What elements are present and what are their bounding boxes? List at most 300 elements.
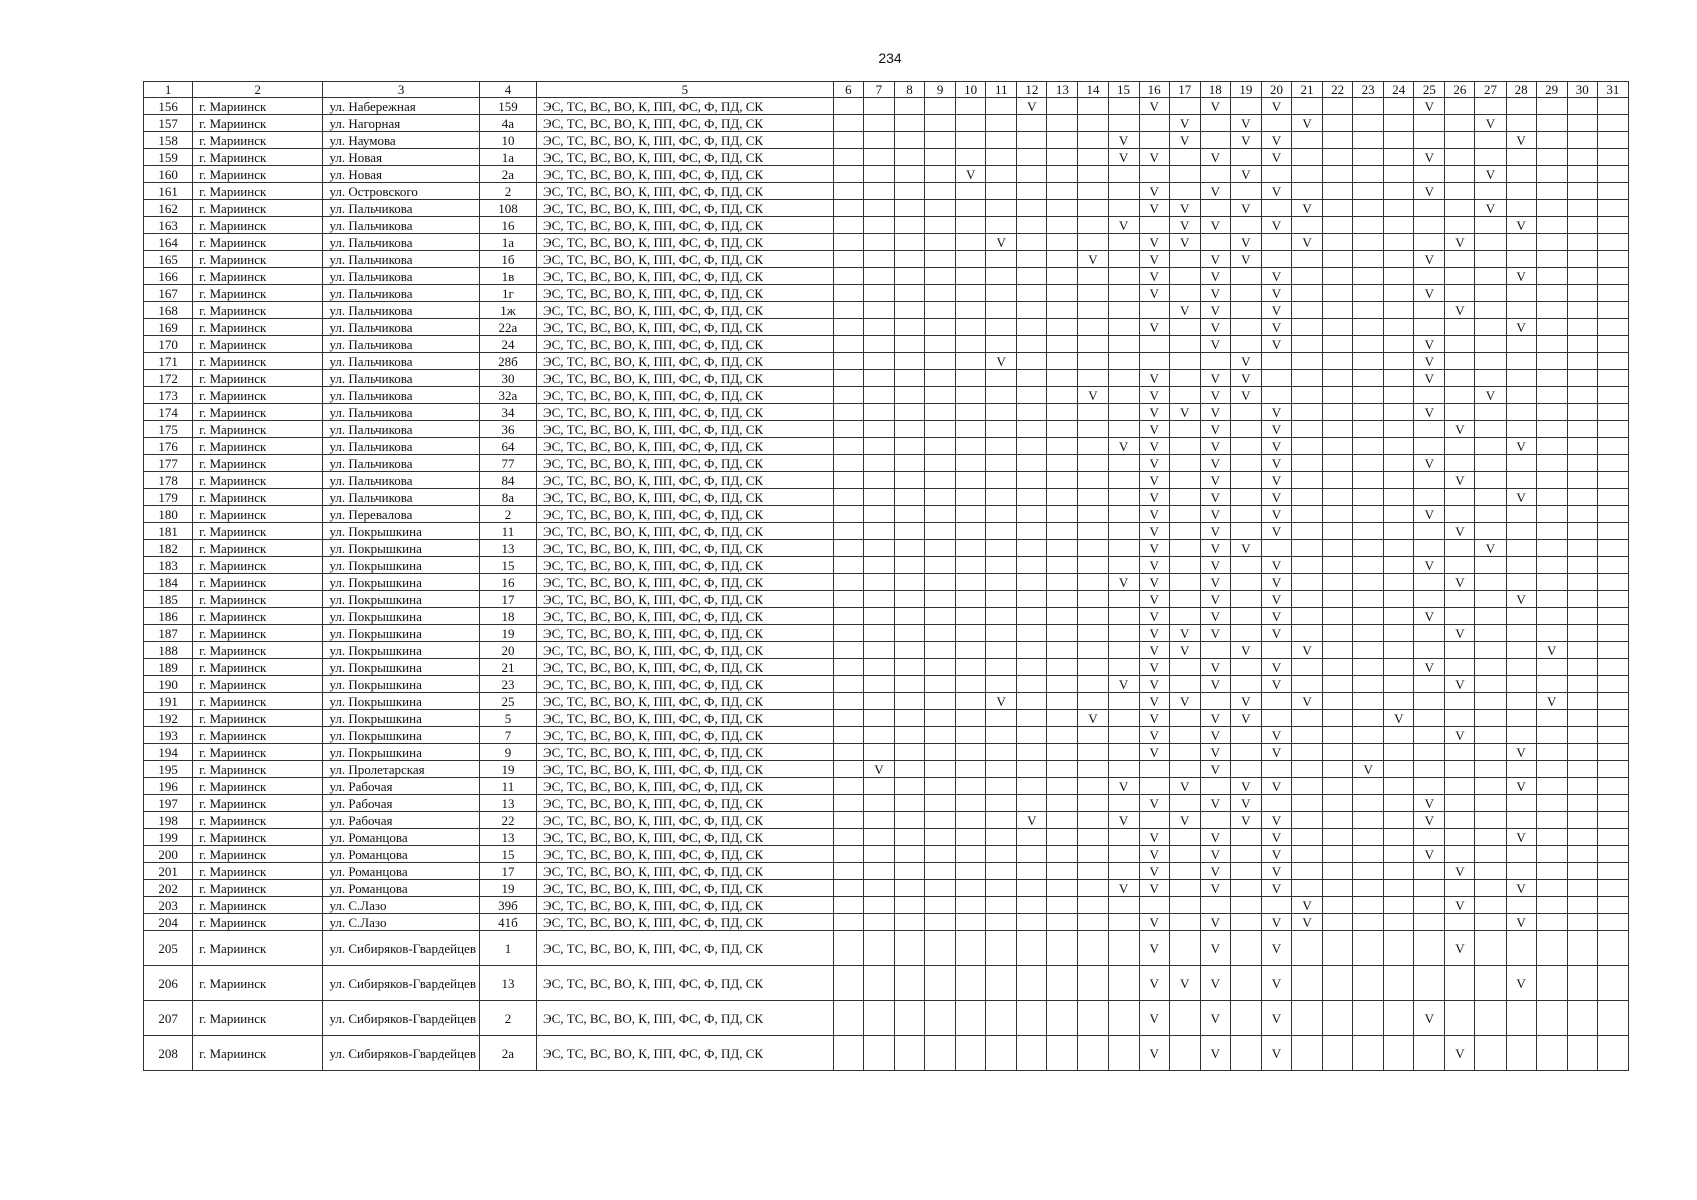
empty-cell-col-10 [956, 489, 986, 506]
empty-cell-col-7 [863, 285, 894, 302]
empty-cell-col-6 [833, 455, 863, 472]
empty-cell-col-17 [1169, 268, 1200, 285]
empty-cell-col-27 [1475, 880, 1506, 897]
empty-cell-col-22 [1323, 183, 1353, 200]
work-types-cell: ЭС, ТС, ВС, ВО, К, ПП, ФС, Ф, ПД, СК [537, 761, 834, 778]
empty-cell-col-13 [1047, 863, 1078, 880]
check-mark-col-16: V [1139, 625, 1169, 642]
empty-cell-col-24 [1384, 1036, 1414, 1071]
work-types-cell: ЭС, ТС, ВС, ВО, К, ПП, ФС, Ф, ПД, СК [537, 676, 834, 693]
check-mark-col-25: V [1414, 608, 1445, 625]
row-number: 180 [144, 506, 193, 523]
empty-cell-col-31 [1597, 557, 1628, 574]
street-cell: ул. Пальчикова [323, 285, 479, 302]
row-number: 176 [144, 438, 193, 455]
empty-cell-col-22 [1323, 574, 1353, 591]
check-mark-col-16: V [1139, 914, 1169, 931]
empty-cell-col-30 [1567, 149, 1597, 166]
empty-cell-col-14 [1078, 812, 1108, 829]
empty-cell-col-6 [833, 404, 863, 421]
check-mark-col-18: V [1200, 846, 1230, 863]
empty-cell-col-31 [1597, 744, 1628, 761]
empty-cell-col-25 [1414, 931, 1445, 966]
empty-cell-col-9 [925, 200, 956, 217]
empty-cell-col-21 [1291, 183, 1322, 200]
city-cell: г. Мариинск [193, 778, 323, 795]
empty-cell-col-31 [1597, 506, 1628, 523]
empty-cell-col-25 [1414, 472, 1445, 489]
empty-cell-col-15 [1108, 166, 1139, 183]
check-mark-col-16: V [1139, 183, 1169, 200]
empty-cell-col-29 [1536, 285, 1567, 302]
empty-cell-col-13 [1047, 676, 1078, 693]
city-cell: г. Мариинск [193, 421, 323, 438]
check-mark-col-26: V [1445, 897, 1475, 914]
empty-cell-col-29 [1536, 897, 1567, 914]
house-number-cell: 11 [479, 523, 536, 540]
empty-cell-col-6 [833, 710, 863, 727]
empty-cell-col-22 [1323, 812, 1353, 829]
empty-cell-col-6 [833, 897, 863, 914]
empty-cell-col-27 [1475, 1036, 1506, 1071]
empty-cell-col-21 [1291, 829, 1322, 846]
column-header-19: 19 [1230, 82, 1261, 98]
empty-cell-col-6 [833, 166, 863, 183]
empty-cell-col-13 [1047, 132, 1078, 149]
check-mark-col-19: V [1230, 778, 1261, 795]
empty-cell-col-25 [1414, 625, 1445, 642]
empty-cell-col-17 [1169, 829, 1200, 846]
empty-cell-col-14 [1078, 574, 1108, 591]
check-mark-col-16: V [1139, 455, 1169, 472]
empty-cell-col-21 [1291, 319, 1322, 336]
empty-cell-col-7 [863, 251, 894, 268]
empty-cell-col-13 [1047, 778, 1078, 795]
city-cell: г. Мариинск [193, 693, 323, 710]
empty-cell-col-30 [1567, 336, 1597, 353]
empty-cell-col-23 [1353, 659, 1384, 676]
empty-cell-col-22 [1323, 523, 1353, 540]
empty-cell-col-19 [1230, 1001, 1261, 1036]
empty-cell-col-23 [1353, 98, 1384, 115]
check-mark-col-20: V [1261, 914, 1291, 931]
empty-cell-col-27 [1475, 98, 1506, 115]
city-cell: г. Мариинск [193, 846, 323, 863]
house-number-cell: 84 [479, 472, 536, 489]
house-number-cell: 13 [479, 795, 536, 812]
city-cell: г. Мариинск [193, 353, 323, 370]
empty-cell-col-22 [1323, 234, 1353, 251]
check-mark-col-16: V [1139, 370, 1169, 387]
empty-cell-col-6 [833, 574, 863, 591]
empty-cell-col-7 [863, 370, 894, 387]
empty-cell-col-26 [1445, 455, 1475, 472]
work-types-cell: ЭС, ТС, ВС, ВО, К, ПП, ФС, Ф, ПД, СК [537, 387, 834, 404]
table-row [144, 506, 1629, 523]
empty-cell-col-26 [1445, 778, 1475, 795]
empty-cell-col-28 [1506, 608, 1536, 625]
empty-cell-col-24 [1384, 319, 1414, 336]
check-mark-col-18: V [1200, 523, 1230, 540]
empty-cell-col-8 [894, 676, 924, 693]
empty-cell-col-22 [1323, 98, 1353, 115]
empty-cell-col-30 [1567, 98, 1597, 115]
empty-cell-col-8 [894, 744, 924, 761]
empty-cell-col-14 [1078, 268, 1108, 285]
work-types-cell: ЭС, ТС, ВС, ВО, К, ПП, ФС, Ф, ПД, СК [537, 234, 834, 251]
empty-cell-col-17 [1169, 319, 1200, 336]
empty-cell-col-9 [925, 914, 956, 931]
empty-cell-col-27 [1475, 693, 1506, 710]
empty-cell-col-23 [1353, 506, 1384, 523]
empty-cell-col-22 [1323, 217, 1353, 234]
check-mark-col-18: V [1200, 1036, 1230, 1071]
empty-cell-col-18 [1200, 200, 1230, 217]
empty-cell-col-13 [1047, 268, 1078, 285]
city-cell: г. Мариинск [193, 1001, 323, 1036]
empty-cell-col-9 [925, 540, 956, 557]
empty-cell-col-25 [1414, 115, 1445, 132]
check-mark-col-16: V [1139, 285, 1169, 302]
empty-cell-col-23 [1353, 574, 1384, 591]
empty-cell-col-27 [1475, 744, 1506, 761]
check-mark-col-18: V [1200, 472, 1230, 489]
house-number-cell: 16 [479, 574, 536, 591]
empty-cell-col-8 [894, 166, 924, 183]
empty-cell-col-10 [956, 574, 986, 591]
empty-cell-col-31 [1597, 523, 1628, 540]
empty-cell-col-30 [1567, 404, 1597, 421]
city-cell: г. Мариинск [193, 506, 323, 523]
empty-cell-col-28 [1506, 812, 1536, 829]
empty-cell-col-12 [1017, 472, 1047, 489]
empty-cell-col-8 [894, 523, 924, 540]
empty-cell-col-8 [894, 931, 924, 966]
column-header-23: 23 [1353, 82, 1384, 98]
empty-cell-col-25 [1414, 421, 1445, 438]
empty-cell-col-31 [1597, 693, 1628, 710]
empty-cell-col-13 [1047, 829, 1078, 846]
empty-cell-col-24 [1384, 217, 1414, 234]
check-mark-col-26: V [1445, 931, 1475, 966]
table-row [144, 557, 1629, 574]
empty-cell-col-10 [956, 438, 986, 455]
empty-cell-col-28 [1506, 710, 1536, 727]
empty-cell-col-26 [1445, 795, 1475, 812]
street-cell: ул. Покрышкина [323, 557, 479, 574]
empty-cell-col-13 [1047, 506, 1078, 523]
check-mark-col-28: V [1506, 829, 1536, 846]
empty-cell-col-26 [1445, 217, 1475, 234]
empty-cell-col-29 [1536, 115, 1567, 132]
empty-cell-col-11 [986, 659, 1017, 676]
empty-cell-col-12 [1017, 880, 1047, 897]
check-mark-col-18: V [1200, 1001, 1230, 1036]
check-mark-col-26: V [1445, 421, 1475, 438]
empty-cell-col-29 [1536, 336, 1567, 353]
row-number: 164 [144, 234, 193, 251]
empty-cell-col-10 [956, 421, 986, 438]
empty-cell-col-8 [894, 404, 924, 421]
empty-cell-col-26 [1445, 404, 1475, 421]
empty-cell-col-13 [1047, 251, 1078, 268]
check-mark-col-18: V [1200, 744, 1230, 761]
empty-cell-col-22 [1323, 319, 1353, 336]
empty-cell-col-26 [1445, 285, 1475, 302]
empty-cell-col-15 [1108, 829, 1139, 846]
page-number: 234 [878, 50, 902, 66]
check-mark-col-15: V [1108, 778, 1139, 795]
empty-cell-col-12 [1017, 659, 1047, 676]
column-header-13: 13 [1047, 82, 1078, 98]
empty-cell-col-30 [1567, 931, 1597, 966]
empty-cell-col-15 [1108, 1001, 1139, 1036]
empty-cell-col-21 [1291, 659, 1322, 676]
column-header-3: 3 [323, 82, 479, 98]
check-mark-col-18: V [1200, 829, 1230, 846]
empty-cell-col-15 [1108, 455, 1139, 472]
check-mark-col-20: V [1261, 727, 1291, 744]
street-cell: ул. Перевалова [323, 506, 479, 523]
empty-cell-col-7 [863, 1036, 894, 1071]
empty-cell-col-9 [925, 557, 956, 574]
check-mark-col-18: V [1200, 251, 1230, 268]
street-cell: ул. Покрышкина [323, 608, 479, 625]
empty-cell-col-7 [863, 540, 894, 557]
empty-cell-col-22 [1323, 829, 1353, 846]
check-mark-col-16: V [1139, 846, 1169, 863]
empty-cell-col-8 [894, 149, 924, 166]
empty-cell-col-18 [1200, 115, 1230, 132]
empty-cell-col-10 [956, 1036, 986, 1071]
empty-cell-col-24 [1384, 846, 1414, 863]
empty-cell-col-25 [1414, 914, 1445, 931]
empty-cell-col-12 [1017, 795, 1047, 812]
empty-cell-col-29 [1536, 931, 1567, 966]
empty-cell-col-6 [833, 489, 863, 506]
city-cell: г. Мариинск [193, 183, 323, 200]
empty-cell-col-11 [986, 166, 1017, 183]
check-mark-col-20: V [1261, 472, 1291, 489]
empty-cell-col-12 [1017, 132, 1047, 149]
work-types-cell: ЭС, ТС, ВС, ВО, К, ПП, ФС, Ф, ПД, СК [537, 795, 834, 812]
empty-cell-col-13 [1047, 421, 1078, 438]
empty-cell-col-6 [833, 727, 863, 744]
house-number-cell: 28б [479, 353, 536, 370]
empty-cell-col-13 [1047, 846, 1078, 863]
check-mark-col-16: V [1139, 438, 1169, 455]
empty-cell-col-7 [863, 132, 894, 149]
row-number: 208 [144, 1036, 193, 1071]
street-cell: ул. Пальчикова [323, 302, 479, 319]
empty-cell-col-11 [986, 591, 1017, 608]
check-mark-col-18: V [1200, 931, 1230, 966]
empty-cell-col-7 [863, 268, 894, 285]
empty-cell-col-11 [986, 302, 1017, 319]
check-mark-col-28: V [1506, 744, 1536, 761]
empty-cell-col-14 [1078, 897, 1108, 914]
work-types-cell: ЭС, ТС, ВС, ВО, К, ПП, ФС, Ф, ПД, СК [537, 829, 834, 846]
empty-cell-col-28 [1506, 115, 1536, 132]
work-types-cell: ЭС, ТС, ВС, ВО, К, ПП, ФС, Ф, ПД, СК [537, 880, 834, 897]
street-cell: ул. Покрышкина [323, 642, 479, 659]
empty-cell-col-24 [1384, 727, 1414, 744]
check-mark-col-20: V [1261, 574, 1291, 591]
empty-cell-col-30 [1567, 914, 1597, 931]
empty-cell-col-14 [1078, 183, 1108, 200]
empty-cell-col-25 [1414, 540, 1445, 557]
empty-cell-col-16 [1139, 812, 1169, 829]
table-row [144, 472, 1629, 489]
empty-cell-col-10 [956, 217, 986, 234]
empty-cell-col-28 [1506, 98, 1536, 115]
empty-cell-col-8 [894, 336, 924, 353]
empty-cell-col-14 [1078, 455, 1108, 472]
work-types-cell: ЭС, ТС, ВС, ВО, К, ПП, ФС, Ф, ПД, СК [537, 285, 834, 302]
empty-cell-col-13 [1047, 489, 1078, 506]
empty-cell-col-27 [1475, 574, 1506, 591]
empty-cell-col-27 [1475, 914, 1506, 931]
check-mark-col-21: V [1291, 642, 1322, 659]
table-row [144, 812, 1629, 829]
empty-cell-col-31 [1597, 472, 1628, 489]
check-mark-col-18: V [1200, 557, 1230, 574]
check-mark-col-26: V [1445, 574, 1475, 591]
empty-cell-col-22 [1323, 761, 1353, 778]
check-mark-col-18: V [1200, 455, 1230, 472]
empty-cell-col-23 [1353, 897, 1384, 914]
empty-cell-col-30 [1567, 676, 1597, 693]
empty-cell-col-30 [1567, 506, 1597, 523]
table-row [144, 676, 1629, 693]
empty-cell-col-21 [1291, 523, 1322, 540]
check-mark-col-15: V [1108, 574, 1139, 591]
empty-cell-col-18 [1200, 778, 1230, 795]
empty-cell-col-11 [986, 966, 1017, 1001]
check-mark-col-16: V [1139, 506, 1169, 523]
city-cell: г. Мариинск [193, 268, 323, 285]
empty-cell-col-12 [1017, 574, 1047, 591]
check-mark-col-16: V [1139, 880, 1169, 897]
empty-cell-col-7 [863, 574, 894, 591]
work-types-cell: ЭС, ТС, ВС, ВО, К, ПП, ФС, Ф, ПД, СК [537, 302, 834, 319]
check-mark-col-16: V [1139, 523, 1169, 540]
empty-cell-col-8 [894, 489, 924, 506]
check-mark-col-26: V [1445, 472, 1475, 489]
empty-cell-col-15 [1108, 966, 1139, 1001]
empty-cell-col-17 [1169, 727, 1200, 744]
empty-cell-col-15 [1108, 846, 1139, 863]
row-number: 175 [144, 421, 193, 438]
empty-cell-col-24 [1384, 251, 1414, 268]
empty-cell-col-20 [1261, 540, 1291, 557]
street-cell: ул. Островского [323, 183, 479, 200]
work-types-cell: ЭС, ТС, ВС, ВО, К, ПП, ФС, Ф, ПД, СК [537, 642, 834, 659]
empty-cell-col-17 [1169, 149, 1200, 166]
check-mark-col-18: V [1200, 880, 1230, 897]
empty-cell-col-25 [1414, 966, 1445, 1001]
empty-cell-col-7 [863, 455, 894, 472]
empty-cell-col-23 [1353, 863, 1384, 880]
empty-cell-col-29 [1536, 387, 1567, 404]
column-header-14: 14 [1078, 82, 1108, 98]
empty-cell-col-19 [1230, 659, 1261, 676]
check-mark-col-16: V [1139, 234, 1169, 251]
empty-cell-col-21 [1291, 251, 1322, 268]
empty-cell-col-10 [956, 659, 986, 676]
city-cell: г. Мариинск [193, 166, 323, 183]
empty-cell-col-29 [1536, 523, 1567, 540]
table-row [144, 387, 1629, 404]
empty-cell-col-16 [1139, 336, 1169, 353]
empty-cell-col-30 [1567, 625, 1597, 642]
empty-cell-col-19 [1230, 846, 1261, 863]
row-number: 207 [144, 1001, 193, 1036]
house-number-cell: 17 [479, 863, 536, 880]
empty-cell-col-12 [1017, 591, 1047, 608]
empty-cell-col-6 [833, 1036, 863, 1071]
check-mark-col-28: V [1506, 591, 1536, 608]
empty-cell-col-14 [1078, 217, 1108, 234]
empty-cell-col-15 [1108, 931, 1139, 966]
column-header-21: 21 [1291, 82, 1322, 98]
empty-cell-col-20 [1261, 115, 1291, 132]
empty-cell-col-8 [894, 608, 924, 625]
work-types-cell: ЭС, ТС, ВС, ВО, К, ПП, ФС, Ф, ПД, СК [537, 574, 834, 591]
empty-cell-col-10 [956, 642, 986, 659]
empty-cell-col-14 [1078, 115, 1108, 132]
empty-cell-col-27 [1475, 370, 1506, 387]
check-mark-col-17: V [1169, 217, 1200, 234]
empty-cell-col-26 [1445, 846, 1475, 863]
check-mark-col-17: V [1169, 812, 1200, 829]
check-mark-col-16: V [1139, 387, 1169, 404]
empty-cell-col-24 [1384, 625, 1414, 642]
empty-cell-col-8 [894, 251, 924, 268]
house-number-cell: 1в [479, 268, 536, 285]
empty-cell-col-24 [1384, 880, 1414, 897]
house-number-cell: 7 [479, 727, 536, 744]
check-mark-col-20: V [1261, 557, 1291, 574]
empty-cell-col-22 [1323, 455, 1353, 472]
street-cell: ул. Покрышкина [323, 710, 479, 727]
city-cell: г. Мариинск [193, 336, 323, 353]
street-cell: ул. Пальчикова [323, 472, 479, 489]
empty-cell-col-26 [1445, 489, 1475, 506]
empty-cell-col-24 [1384, 523, 1414, 540]
empty-cell-col-14 [1078, 676, 1108, 693]
empty-cell-col-9 [925, 132, 956, 149]
empty-cell-col-13 [1047, 795, 1078, 812]
empty-cell-col-21 [1291, 727, 1322, 744]
empty-cell-col-19 [1230, 761, 1261, 778]
empty-cell-col-20 [1261, 353, 1291, 370]
city-cell: г. Мариинск [193, 863, 323, 880]
empty-cell-col-26 [1445, 710, 1475, 727]
check-mark-col-17: V [1169, 778, 1200, 795]
empty-cell-col-9 [925, 149, 956, 166]
empty-cell-col-29 [1536, 200, 1567, 217]
empty-cell-col-26 [1445, 744, 1475, 761]
empty-cell-col-31 [1597, 1001, 1628, 1036]
empty-cell-col-11 [986, 642, 1017, 659]
house-number-cell: 30 [479, 370, 536, 387]
empty-cell-col-31 [1597, 387, 1628, 404]
row-number: 195 [144, 761, 193, 778]
empty-cell-col-14 [1078, 523, 1108, 540]
check-mark-col-18: V [1200, 438, 1230, 455]
empty-cell-col-24 [1384, 642, 1414, 659]
